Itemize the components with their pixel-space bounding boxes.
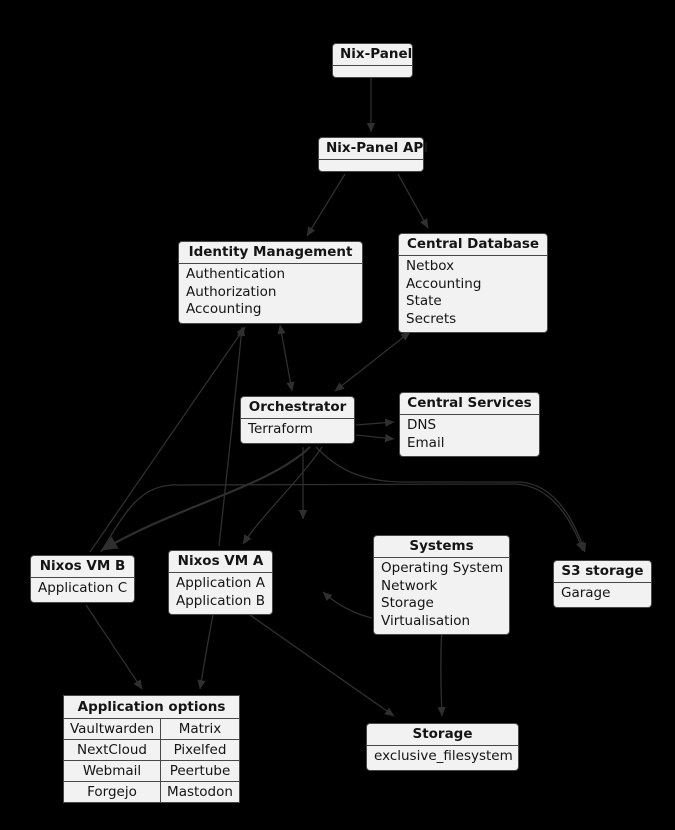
node-item: State [406, 293, 442, 309]
node-title: Nix-Panel [333, 44, 412, 66]
node-orchestrator [240, 396, 355, 444]
node-item: Accounting [186, 301, 262, 317]
node-s3-storage [553, 560, 652, 608]
node-item: Secrets [406, 310, 457, 327]
node-nixos-vm-a [168, 550, 273, 615]
node-title: Storage [367, 724, 518, 746]
node-item: Terraform [248, 421, 313, 437]
edge-identity-orchestrator-bidir [280, 325, 292, 391]
node-item: Virtualisation [381, 612, 471, 629]
node-title: Systems [374, 536, 509, 558]
node-identity-management [178, 241, 363, 324]
node-title: Application options [64, 696, 239, 719]
node-item: Storage [381, 595, 434, 611]
node-title: Central Database [399, 234, 547, 256]
table-cell: Vaultwarden [64, 719, 161, 740]
node-item: Application C [38, 580, 128, 596]
node-central-services [399, 392, 540, 457]
node-item: Network [381, 577, 438, 594]
table-cell: NextCloud [64, 740, 161, 761]
node-item: exclusive_filesystem [374, 748, 513, 764]
node-title: Nixos VM A [169, 551, 272, 573]
edge-orchestrator-to-email [356, 435, 394, 439]
node-title: Central Services [400, 393, 539, 415]
application-options-table [64, 719, 239, 802]
edge-api-to-identity [307, 174, 345, 236]
edge-orchestrator-to-vma [243, 447, 322, 544]
node-item: Authorization [186, 283, 277, 300]
edge-vmb-to-appoptions [86, 605, 142, 689]
table-cell: Matrix [161, 719, 239, 740]
node-central-database [398, 233, 548, 333]
node-item: Application B [176, 592, 265, 609]
edge-systems-to-storage [441, 627, 442, 716]
node-title: Identity Management [179, 242, 362, 264]
edge-centraldb-orchestrator-bidir [335, 332, 410, 391]
edge-orchestrator-to-vmb [102, 447, 310, 550]
table-cell: Peertube [161, 761, 239, 782]
edge-api-to-centraldb [398, 174, 428, 228]
node-title: Orchestrator [241, 397, 354, 419]
node-title: Nix-Panel API [319, 138, 423, 160]
node-nix-panel [332, 43, 413, 78]
node-item: Netbox [406, 258, 455, 274]
table-cell: Webmail [64, 761, 161, 782]
node-item: Garage [561, 585, 611, 601]
table-cell: Forgejo [64, 782, 161, 802]
node-storage [366, 723, 519, 771]
node-item: DNS [407, 417, 437, 433]
node-item: Authentication [186, 266, 286, 282]
node-item: Accounting [406, 275, 482, 292]
table-cell: Pixelfed [161, 740, 239, 761]
node-item: Operating System [381, 560, 504, 576]
node-title: S3 storage [554, 561, 651, 583]
node-title: Nixos VM B [31, 556, 134, 578]
edge-vmb-to-s3 [101, 484, 583, 552]
node-application-options [63, 695, 240, 803]
node-systems [373, 535, 510, 635]
node-nixos-vm-b [30, 555, 135, 603]
edge-vma-to-appoptions [200, 615, 213, 689]
node-item: Application A [176, 575, 265, 591]
table-cell: Mastodon [167, 784, 233, 800]
edge-systems-to-point [323, 592, 372, 618]
node-nix-panel-api [318, 137, 429, 172]
edge-orchestrator-to-dns [356, 422, 394, 425]
node-item: Email [407, 434, 445, 451]
